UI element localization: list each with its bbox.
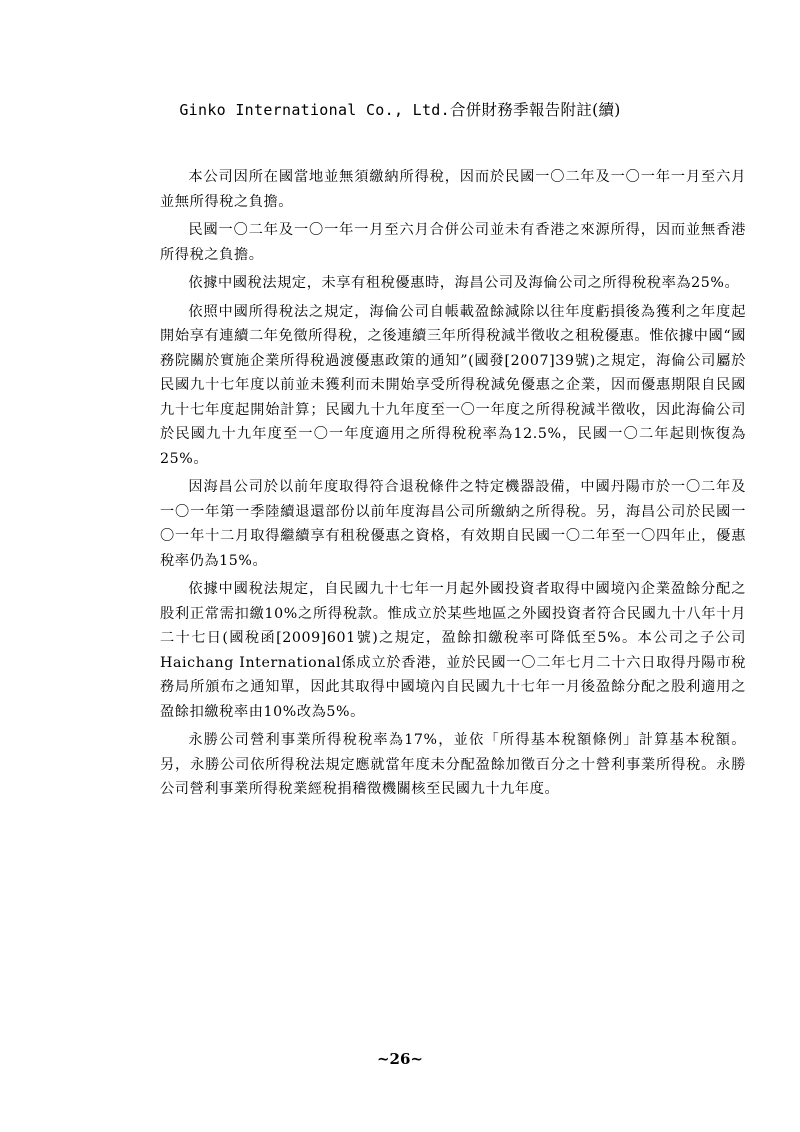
paragraph-hailun-tax-holiday: 依照中國所得稅法之規定，海倫公司自帳載盈餘減除以往年度虧損後為獲利之年度起開始享有連續二年免徵所得稅，之後連續三年所得稅減半徵收之租稅優惠。惟依據中國“國務院關於實施企業所得稅過渡優惠政策的通知”(國發[2007]39號)之規定，海倫公司屬於民國九十七年度以前並未獲利而未開始享受所得稅減免優惠之企業，因而優惠期限自民國九十七年度起開始計算；民國九十九年度至一〇一年度之所得稅減半徵收，因此海倫公司於民國九十九年度至一〇一年度適用之所得稅稅率為12.5%，民國一〇二年起則恢復為25%。 xyxy=(160,303,746,467)
paragraph-yongsheng-tax: 永勝公司營利事業所得稅稅率為17%，並依「所得基本稅額條例」計算基本稅額。另，永勝公司依所得稅法規定應就當年度未分配盈餘加徵百分之十營利事業所得稅。永勝公司營利事業所得稅業經稅捐稽徵機關核至民國九十九年度。 xyxy=(160,732,746,797)
paragraph-no-tax-jurisdiction: 本公司因所在國當地並無須繳納所得稅，因而於民國一〇二年及一〇一年一月至六月並無所得稅之負擔。 xyxy=(160,169,746,210)
paragraph-haichang-refund: 因海昌公司於以前年度取得符合退稅條件之特定機器設備，中國丹陽市於一〇二年及一〇一年第一季陸續退還部份以前年度海昌公司所繳納之所得稅。另，海昌公司於民國一〇一年十二月取得繼續享有租稅優惠之資格，有效期自民國一〇二年至一〇四年止，優惠稅率仍為15%。 xyxy=(160,479,746,569)
paragraph-dividend-withholding: 依據中國稅法規定，自民國九十七年一月起外國投資者取得中國境內企業盈餘分配之股利正常需扣繳10%之所得稅款。惟成立於某些地區之外國投資者符合民國九十八年十月二十七日(國稅函[2009]601號)之規定，盈餘扣繳稅率可降低至5%。本公司之子公司Haichang International係成立於香港，並於民國一〇二年七月二十六日取得丹陽市稅務局所頒布之通知單，因此其取得中國境內自民國九十七年一月後盈餘分配之股利適用之盈餘扣繳稅率由10%改為5%。 xyxy=(160,581,746,720)
header-title-suffix: 合併財務季報告附註(續) xyxy=(449,101,621,119)
paragraph-china-tax-rate: 依據中國稅法規定，未享有租稅優惠時，海昌公司及海倫公司之所得稅稅率為25%。 xyxy=(188,275,740,291)
page-header xyxy=(0,98,800,120)
page-number: ~26~ xyxy=(376,1050,423,1068)
company-name: Ginko International Co., Ltd. xyxy=(179,101,450,119)
notes-body xyxy=(160,165,746,806)
paragraph-hong-kong-tax: 民國一〇二年及一〇一年一月至六月合併公司並未有香港之來源所得，因而並無香港所得稅之負擔。 xyxy=(160,222,746,263)
